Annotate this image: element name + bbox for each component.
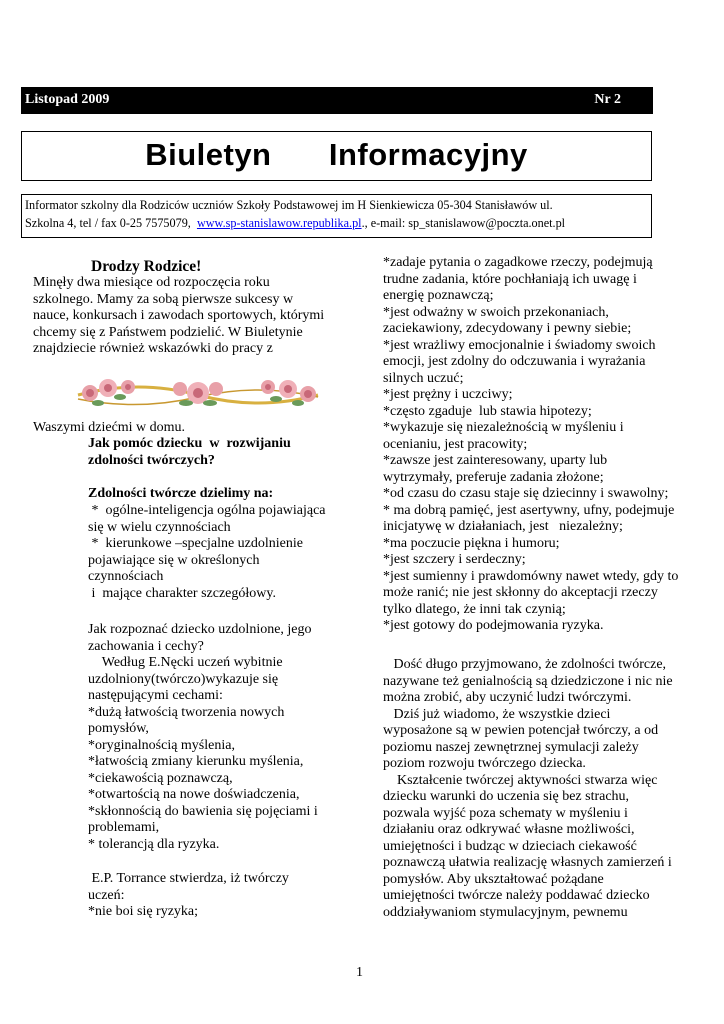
rose-cluster-center xyxy=(173,382,223,406)
issue-date: Listopad 2009 xyxy=(25,92,110,107)
text-line: *jest prężny i uczciwy; xyxy=(383,387,513,402)
rose-cluster-left xyxy=(82,379,135,406)
text-line: Według E.Nęcki uczeń wybitnie xyxy=(88,655,283,670)
text-line: *jest szczery i serdeczny; xyxy=(383,552,526,567)
text-line: oddziaływaniom stymulacyjnym, pewnemu xyxy=(383,904,628,920)
text-line: *skłonnością do bawienia się pojęciami i xyxy=(88,803,318,819)
text-line: *ma poczucie piękna i humoru; xyxy=(383,535,560,551)
text-line: Dziś już wiadomo, że wszystkie dzieci xyxy=(383,706,611,722)
text-line: umiejętności i budząc w dzieciach ciekawość xyxy=(383,838,637,854)
text-line: umiejętności twórcze należy poddawać dziecko xyxy=(383,888,650,903)
text-line: pomysłów, xyxy=(88,721,149,736)
text-line: pojawiające się w określonych xyxy=(88,552,260,568)
text-line: chcemy się z Państwem podzielić. W Biuletynie xyxy=(33,324,303,340)
text-line: znajdziecie również wskazówki do pracy z xyxy=(33,341,273,356)
text-line: poziomu naszej zewnętrznej symulacji zależy xyxy=(383,739,639,755)
text-line: *zawsze jest zainteresowany, uparty lub xyxy=(383,453,608,468)
text-line: * kierunkowe –specjalne uzdolnienie xyxy=(88,536,303,551)
text-line: poznawczą ułatwia realizację własnych zamierzeń i xyxy=(383,855,672,870)
text-line: Kształcenie twórczej aktywności stwarza więc xyxy=(383,772,658,788)
text-line: następującymi cechami: xyxy=(88,688,223,703)
text-line: *jest gotowy do podejmowania ryzyka. xyxy=(383,618,604,633)
text-line: Jak rozpoznać dziecko uzdolnione, jego xyxy=(88,622,312,637)
text-line: wyposażone są w pewien potencjał twórczy, a od xyxy=(383,723,659,738)
text-line: poziom rozwoju twórczego dziecka. xyxy=(383,756,586,771)
text-line: inicjatywę w działaniach, jest niezależny; xyxy=(383,519,623,534)
text-line: *zadaje pytania o zagadkowe rzeczy, podejmują xyxy=(383,255,653,270)
text-line: * ma dobrą pamięć, jest asertywny, ufny, podejmuje xyxy=(383,502,675,518)
text-line: trudne zadania, które pochłaniają ich uwagę i xyxy=(383,271,637,287)
intro-paragraph xyxy=(33,275,343,358)
text-line: uczeń: xyxy=(88,887,125,903)
division-list xyxy=(88,503,326,602)
text-line: pomysłów. Aby ukształtować pożądane xyxy=(383,871,604,887)
info-line-2 xyxy=(25,214,565,232)
text-line: zaciekawiony, zdecydowany i pewny siebie; xyxy=(383,321,632,336)
creativity-paragraph xyxy=(383,657,693,921)
text-line: problemami, xyxy=(88,820,160,835)
text-line: wytrzymały, preferuje zadania złożone; xyxy=(383,469,604,485)
text-line: Jak pomóc dziecku w rozwijaniu xyxy=(88,436,291,451)
text-line: * tolerancją dla ryzyka. xyxy=(88,836,220,852)
torrance-paragraph xyxy=(88,871,289,921)
traits-list xyxy=(383,255,693,635)
text-line: tylko dlatego, że inni tak czynią; xyxy=(383,601,566,617)
text-line: się w wielu czynnościach xyxy=(88,519,231,535)
text-line: * ogólne-inteligencja ogólna pojawiająca xyxy=(88,503,326,518)
header-bar xyxy=(21,87,653,114)
recognize-paragraph xyxy=(88,622,318,853)
info-contact: Szkolna 4, tel / fax 0-25 7575079, xyxy=(25,216,197,230)
text-line: energię poznawczą; xyxy=(383,288,494,303)
page-title: Biuletyn Informacyjny xyxy=(145,137,528,172)
text-line: uzdolniony(twórczo)wykazuje się xyxy=(88,671,279,687)
text-line: może ranić; nie jest skłonny do akceptacji rzeczy xyxy=(383,585,658,600)
text-line: Dość długo przyjmowano, że zdolności twórcze, xyxy=(383,657,667,672)
title-box xyxy=(21,131,652,181)
text-line: *nie boi się ryzyka; xyxy=(88,904,199,919)
text-line: czynnościach xyxy=(88,569,164,584)
text-line: szkolnego. Mamy za sobą pierwsze sukcesy w xyxy=(33,291,294,307)
division-title: Zdolności twórcze dzielimy na: xyxy=(88,486,274,501)
text-line: Minęły dwa miesiące od rozpoczęcia roku xyxy=(33,275,270,290)
text-line: zdolności twórczych? xyxy=(88,452,215,468)
text-line: można zrobić, aby uczynić ludzi twórczymi. xyxy=(383,690,632,705)
text-line: *jest odważny w swoich przekonaniach, xyxy=(383,304,609,320)
website-link[interactable]: www.sp-stanislawow.republika.pl xyxy=(196,216,362,230)
question-title xyxy=(88,436,291,469)
info-box xyxy=(21,194,652,238)
text-line: *dużą łatwością tworzenia nowych xyxy=(88,704,285,720)
text-line: *jest wrażliwy emocjonalnie i świadomy swoich xyxy=(383,337,656,353)
text-line: *często zgaduje lub stawia hipotezy; xyxy=(383,403,592,419)
text-line: silnych uczuć; xyxy=(383,370,464,386)
info-email: ., e-mail: sp_stanislawow@poczta.onet.pl xyxy=(361,216,566,230)
text-line: *oryginalnością myślenia, xyxy=(88,737,235,753)
text-line: *łatwością zmiany kierunku myślenia, xyxy=(88,754,304,769)
text-line: działaniu oraz odkrywać własne możliwości, xyxy=(383,822,635,837)
rose-garland-icon xyxy=(68,371,328,415)
text-line: *od czasu do czasu staje się dziecinny i swawolny; xyxy=(383,486,669,501)
text-line: ocenianiu, jest pracowity; xyxy=(383,436,528,452)
text-line: E.P. Torrance stwierdza, iż twórczy xyxy=(88,871,289,886)
text-line: pozwala wyjść poza schematy w myśleniu i xyxy=(383,805,628,821)
page-number: 1 xyxy=(356,965,363,980)
intro-continuation: Waszymi dziećmi w domu. xyxy=(33,420,186,435)
text-line: i mające charakter szczegółowy. xyxy=(88,585,276,601)
text-line: *jest sumienny i prawdomówny nawet wtedy, gdy to xyxy=(383,568,679,584)
text-line: *otwartością na nowe doświadczenia, xyxy=(88,787,300,802)
text-line: nazywane też genialnością są dziedziczone i nic nie xyxy=(383,673,673,689)
issue-number: Nr 2 xyxy=(594,92,621,107)
text-line: nauce, konkursach i zawodach sportowych, którymi xyxy=(33,308,325,323)
text-line: emocji, jest zdolny do odczuwania i wyrażania xyxy=(383,354,646,369)
greeting-heading: Drodzy Rodzice! xyxy=(91,258,202,275)
text-line: *ciekawością poznawczą, xyxy=(88,770,233,786)
text-line: *wykazuje się niezależnością w myśleniu i xyxy=(383,420,624,435)
text-line: zachowania i cechy? xyxy=(88,638,204,654)
info-line-1: Informator szkolny dla Rodziców uczniów Szkoły Podstawowej im H Sienkiewicza 05-304 Stanisławów ul. xyxy=(25,198,553,212)
text-line: dziecku warunki do uczenia się bez strachu, xyxy=(383,789,630,804)
